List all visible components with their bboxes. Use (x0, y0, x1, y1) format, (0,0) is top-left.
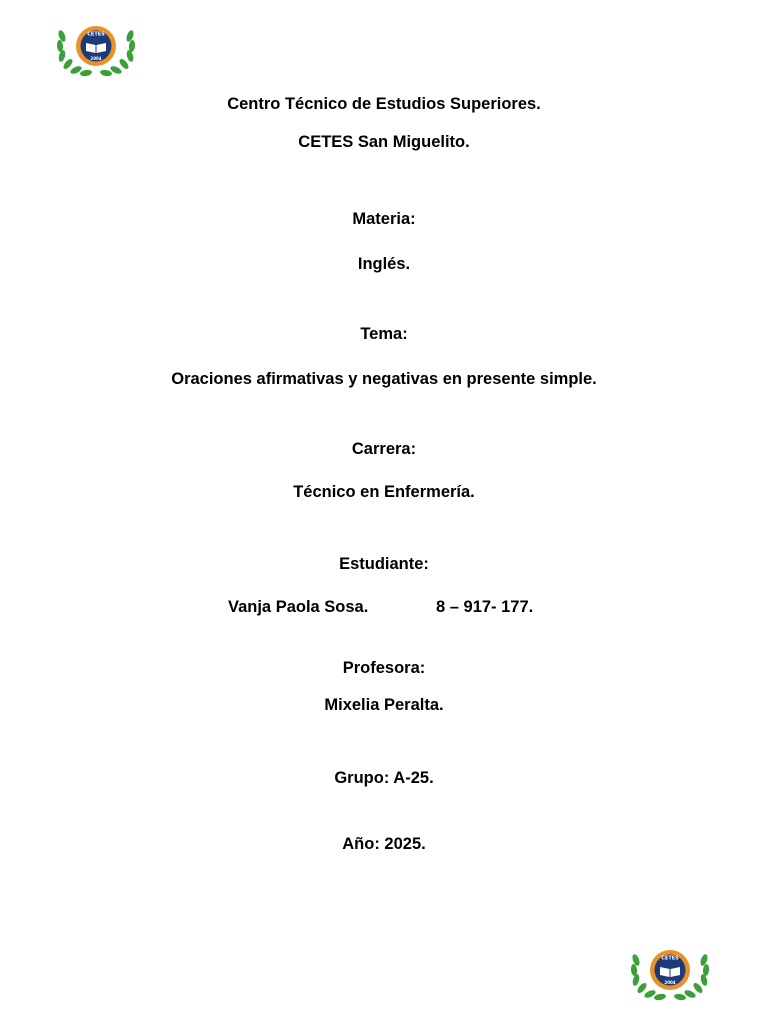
cetes-logo-bottom (628, 946, 712, 1002)
student-name: Vanja Paola Sosa. (228, 598, 369, 616)
logo-text-bottom: 2004 (664, 980, 676, 985)
student-info (0, 597, 768, 617)
laurel-wreath-icon (628, 946, 712, 1002)
logo-text-top: CETES (661, 955, 679, 962)
laurel-wreath-icon (54, 22, 138, 78)
year-text: Año: 2025. (342, 835, 426, 853)
career-label: Carrera: (351, 440, 417, 458)
campus-name: CETES San Miguelito. (298, 133, 470, 151)
student-id: 8 – 917- 177. (436, 598, 534, 616)
professor-label: Profesora: (342, 659, 426, 677)
logo-text-top: CETES (87, 31, 105, 38)
subject-value: Inglés. (357, 255, 411, 273)
professor-name: Mixelia Peralta. (324, 696, 444, 714)
subject-label: Materia: (352, 210, 416, 228)
student-label: Estudiante: (339, 555, 429, 573)
topic-value: Oraciones afirmativas y negativas en presente simple. (171, 370, 597, 388)
group-text: Grupo: A-25. (334, 769, 434, 787)
institution-name: Centro Técnico de Estudios Superiores. (227, 95, 541, 113)
topic-label: Tema: (360, 325, 408, 343)
career-value: Técnico en Enfermería. (293, 483, 475, 501)
logo-text-bottom: 2004 (90, 56, 102, 61)
cetes-logo-top (54, 22, 138, 78)
